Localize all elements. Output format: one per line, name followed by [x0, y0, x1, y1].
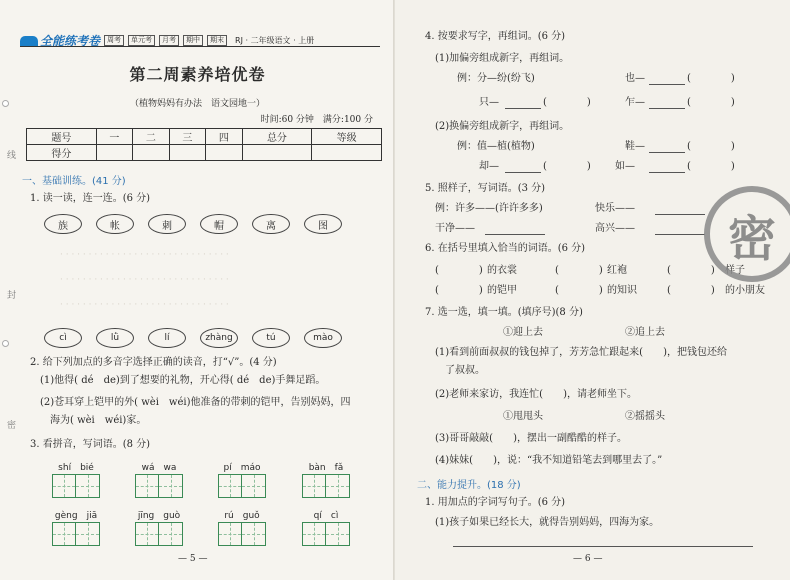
pinyin-label: rú guǒ — [224, 511, 260, 521]
header-subtitle: RJ · 二年级语文 · 上册 — [235, 36, 315, 45]
header-rule — [20, 46, 380, 47]
pinyin-label: jīng guò — [137, 511, 181, 521]
pinyin-oval[interactable]: tú — [252, 328, 290, 348]
question-4-part: (1)加偏旁组成新字，再组词。 — [435, 53, 570, 64]
pinyin-writing-group — [52, 508, 100, 546]
answer-paren: ( ) — [687, 97, 735, 108]
logo-text: 全能练考卷 — [40, 34, 101, 48]
question-7-line: (3)哥哥敲敲( )，摆出一副酷酷的样子。 — [435, 433, 627, 444]
question-2: 2. 给下列加点的多音字选择正确的读音，打“√”。(4 分) — [30, 357, 277, 368]
score-header-cell: 三 — [169, 129, 205, 145]
writing-cell[interactable] — [135, 522, 159, 546]
answer-line[interactable] — [649, 152, 685, 153]
prompt-text: 干净—— — [435, 223, 475, 234]
pinyin-label: gèng jiā — [54, 511, 98, 521]
question-2-line: 海为( wèi wéi)家。 — [40, 415, 147, 426]
logo-icon — [20, 36, 38, 46]
score-cell[interactable] — [206, 145, 242, 161]
example-text: 例：许多——(许许多多) — [435, 203, 543, 214]
answer-line[interactable] — [655, 214, 705, 215]
exam-tag: 单元考 — [128, 35, 155, 46]
pinyin-oval[interactable]: zhàng — [200, 328, 238, 348]
prompt-text: 鞋— — [625, 141, 645, 152]
pinyin-writing-group — [135, 508, 183, 546]
score-header-cell: 二 — [133, 129, 169, 145]
example-text: 例：值—植(植物) — [457, 141, 535, 152]
prompt-text: 如— — [615, 161, 635, 172]
pinyin-ovals — [44, 328, 342, 348]
pinyin-oval[interactable]: cì — [44, 328, 82, 348]
fill-item: 的铠甲 — [487, 285, 517, 296]
question-8: 1. 用加点的字词写句子。(6 分) — [425, 497, 566, 508]
answer-paren: ( ) — [667, 285, 715, 296]
prompt-text: 只— — [479, 97, 499, 108]
pinyin-writing-group — [135, 460, 183, 498]
question-1: 1. 读一读，连一连。(6 分) — [30, 193, 151, 204]
score-header-cell: 等级 — [312, 129, 382, 145]
pinyin-label: shí bié — [58, 463, 94, 473]
score-header-cell: 总分 — [242, 129, 312, 145]
pinyin-label: bàn fǎ — [308, 463, 344, 473]
example-text: 例：分—纷(纷飞) — [457, 73, 535, 84]
char-oval[interactable]: 帽 — [200, 214, 238, 234]
answer-line[interactable] — [655, 234, 705, 235]
writing-cell[interactable] — [326, 474, 350, 498]
question-4-part: (2)换偏旁组成新字，再组词。 — [435, 121, 570, 132]
writing-cell[interactable] — [242, 474, 266, 498]
writing-cell[interactable] — [52, 522, 76, 546]
score-header-cell: 一 — [96, 129, 132, 145]
score-cell[interactable] — [169, 145, 205, 161]
char-oval[interactable]: 族 — [44, 214, 82, 234]
char-oval[interactable]: 刺 — [148, 214, 186, 234]
exam-tag: 期中 — [183, 35, 203, 46]
pinyin-writing-group — [218, 460, 266, 498]
char-oval[interactable]: 帐 — [96, 214, 134, 234]
option-text: ②摇摇头 — [625, 411, 665, 422]
answer-paren: ( ) — [555, 265, 603, 276]
section-heading: 二、能力提升。(18 分) — [417, 480, 521, 491]
binding-hole — [2, 340, 9, 347]
question-2-line: (2)苍耳穿上铠甲的外( wèi wéi)他准备的带刺的铠甲，告别妈妈，四 — [40, 397, 351, 408]
writing-cell[interactable] — [76, 522, 100, 546]
score-cell[interactable] — [242, 145, 312, 161]
question-7-line: (2)老师来家访，我连忙( )，请老师坐下。 — [435, 389, 637, 400]
page-number: — 5 — — [178, 554, 208, 564]
binder-text: 封 — [5, 290, 15, 299]
answer-paren: ( ) — [687, 73, 735, 84]
answer-paren: ( ) — [667, 265, 715, 276]
exam-meta: 时间:60 分钟 满分:100 分 — [260, 115, 373, 125]
char-oval[interactable]: 离 — [252, 214, 290, 234]
exam-tag: 周考 — [104, 35, 124, 46]
writing-cell[interactable] — [159, 474, 183, 498]
question-7-line: (1)看到前面叔叔的钱包掉了，芳芳急忙跟起来( )，把钱包还给 — [435, 347, 727, 358]
answer-line[interactable] — [505, 172, 541, 173]
option-text: ①甩甩头 — [503, 411, 543, 422]
confidential-stamp: 密 — [704, 186, 790, 282]
answer-line[interactable] — [485, 234, 545, 235]
question-6: 6. 在括号里填入恰当的词语。(6 分) — [425, 243, 586, 254]
prompt-text: 高兴—— — [595, 223, 635, 234]
writing-cell[interactable] — [326, 522, 350, 546]
page-number: — 6 — — [573, 554, 603, 564]
pinyin-oval[interactable]: lǜ — [96, 328, 134, 348]
writing-cell[interactable] — [159, 522, 183, 546]
answer-paren: ( ) — [555, 285, 603, 296]
fill-item: 红袍 — [607, 265, 627, 276]
answer-line[interactable] — [505, 108, 541, 109]
pinyin-label: wá wa — [141, 463, 177, 473]
pinyin-writing-group — [302, 508, 350, 546]
show-through-text: · · · · · · · · · · · · · · · · · · · · · · · · · · · · · · — [60, 250, 229, 260]
question-7-line: (4)妹妹( )，说：“我不知道铅笔去到哪里去了。” — [435, 455, 663, 466]
fill-item: 的衣裳 — [487, 265, 517, 276]
writing-cell[interactable] — [218, 474, 242, 498]
option-text: ①迎上去 — [503, 327, 543, 338]
prompt-text: 也— — [625, 73, 645, 84]
writing-cell[interactable] — [52, 474, 76, 498]
score-cell[interactable] — [133, 145, 169, 161]
pinyin-label: pí máo — [223, 463, 261, 473]
question-8-line: (1)孩子如果已经长大，就得告别妈妈，四海为家。 — [435, 517, 660, 528]
option-text: ②追上去 — [625, 327, 665, 338]
score-header-cell: 题号 — [27, 129, 97, 145]
question-3: 3. 看拼音，写词语。(8 分) — [30, 439, 151, 450]
answer-paren: ( ) — [435, 265, 483, 276]
exam-tag: 月考 — [159, 35, 179, 46]
score-table — [26, 128, 382, 161]
fill-item: 的小朋友 — [725, 285, 765, 296]
answer-paren: ( ) — [543, 161, 591, 172]
pinyin-writing-group — [52, 460, 100, 498]
fill-item: 的知识 — [607, 285, 637, 296]
answer-line[interactable] — [649, 108, 685, 109]
show-through-text: · · · · · · · · · · · · · · · · · · · · · · · · · · · · · · — [60, 275, 229, 285]
binder-text: 线 — [5, 150, 15, 159]
score-cell[interactable] — [96, 145, 132, 161]
pinyin-oval[interactable]: lí — [148, 328, 186, 348]
writing-cell[interactable] — [135, 474, 159, 498]
pinyin-writing-group — [218, 508, 266, 546]
page-subtitle: （植物妈妈有办法 语文园地一） — [129, 99, 265, 109]
score-row — [27, 145, 382, 161]
exam-tag: 期末 — [207, 35, 227, 46]
score-header-row — [27, 129, 382, 145]
score-row-label: 得分 — [27, 145, 97, 161]
prompt-text: 却— — [479, 161, 499, 172]
answer-line[interactable] — [649, 84, 685, 85]
answer-paren: ( ) — [435, 285, 483, 296]
prompt-text: 乍— — [625, 97, 645, 108]
writing-cell[interactable] — [242, 522, 266, 546]
page-title: 第二周素养培优卷 — [129, 65, 266, 84]
pinyin-writing-group — [302, 460, 350, 498]
answer-line[interactable] — [453, 546, 753, 547]
answer-paren: ( ) — [687, 141, 735, 152]
pinyin-oval[interactable]: mào — [304, 328, 342, 348]
score-header-cell: 四 — [206, 129, 242, 145]
char-oval[interactable]: 图 — [304, 214, 342, 234]
answer-paren: ( ) — [543, 97, 591, 108]
question-7: 7. 选一选，填一填。(填序号)(8 分) — [425, 307, 583, 318]
question-5: 5. 照样子，写词语。(3 分) — [425, 183, 546, 194]
writing-cell[interactable] — [302, 522, 326, 546]
writing-cell[interactable] — [76, 474, 100, 498]
question-4: 4. 按要求写字，再组词。(6 分) — [425, 31, 566, 42]
show-through-text: · · · · · · · · · · · · · · · · · · · · · · · · · · · · · · — [60, 300, 229, 310]
character-ovals — [44, 214, 342, 234]
question-2-line: (1)他得( dé de)到了想要的礼物，开心得( dé de)手舞足蹈。 — [40, 375, 326, 386]
prompt-text: 快乐—— — [595, 203, 635, 214]
pinyin-label: qí cì — [313, 511, 339, 521]
question-7-line: 了叔叔。 — [435, 365, 485, 376]
right-page — [395, 0, 790, 580]
writing-cell[interactable] — [302, 474, 326, 498]
binder-text: 密 — [5, 420, 15, 429]
section-heading: 一、基础训练。(41 分) — [22, 176, 126, 187]
fill-item: 样子 — [725, 265, 745, 276]
answer-line[interactable] — [649, 172, 685, 173]
score-cell[interactable] — [312, 145, 382, 161]
answer-paren: ( ) — [687, 161, 735, 172]
writing-cell[interactable] — [218, 522, 242, 546]
